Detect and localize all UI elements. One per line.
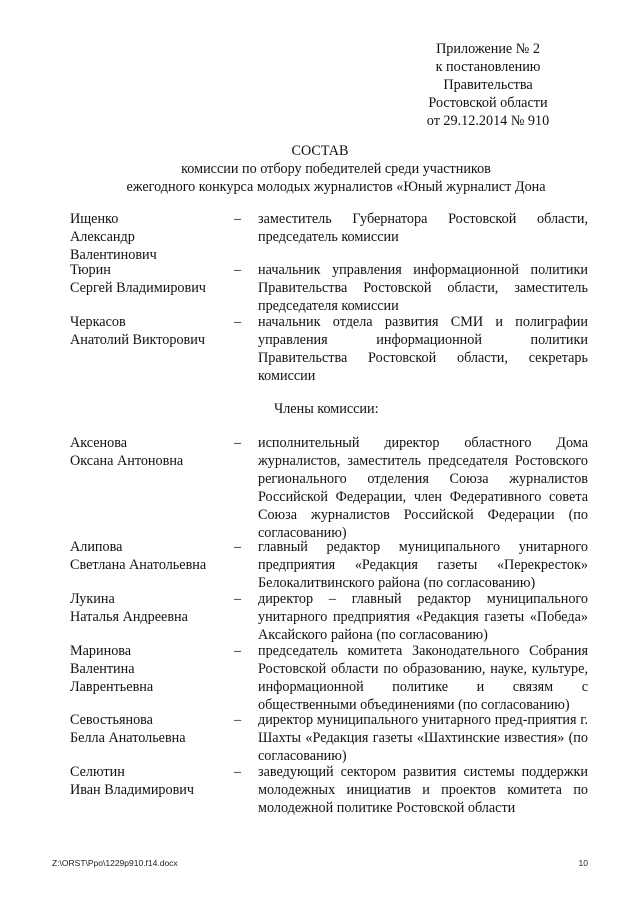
name-line: Светлана Анатольевна (70, 557, 207, 573)
person-role: главный редактор муниципального унитарного предприятия «Редакция газеты «Перекресток» Белокалитвинского района (по согласованию) (258, 539, 588, 591)
name-line: Лукина (70, 591, 115, 607)
person-name (70, 590, 230, 626)
members-heading: Члены комиссии: (274, 401, 379, 417)
person-name (70, 711, 230, 747)
name-line: Валентина (70, 661, 135, 677)
name-line: Аксенова (70, 435, 128, 451)
name-line: Селютин (70, 764, 125, 780)
name-line: Черкасов (70, 314, 126, 330)
name-line: Маринова (70, 643, 132, 659)
person-role: начальник отдела развития СМИ и полиграфии управления информационной политики Правительства Ростовской области, секретарь комиссии (258, 314, 588, 384)
appendix-line: от 29.12.2014 № 910 (426, 113, 550, 129)
dash-separator: – (234, 435, 242, 451)
dash-separator: – (234, 591, 242, 607)
appendix-line: Приложение № 2 (436, 41, 540, 57)
appendix-block (388, 40, 588, 130)
name-line: Оксана Антоновна (70, 453, 184, 469)
dash-separator: – (234, 764, 242, 780)
name-line: Иван Владимирович (70, 782, 195, 798)
person-name (70, 642, 230, 696)
person-name (70, 261, 230, 297)
name-line: Севостьянова (70, 712, 153, 728)
document-subtitle: комиссии по отбору победителей среди участников (181, 161, 491, 177)
name-line: Александр (70, 229, 135, 245)
dash-separator: – (234, 712, 242, 728)
appendix-line: к постановлению (435, 59, 541, 75)
person-role: начальник управления информационной политики Правительства Ростовской области, заместитель председателя комиссии (258, 262, 588, 314)
dash-separator: – (234, 314, 242, 330)
person-role: директор – главный редактор муниципального унитарного предприятия «Редакция газеты «Победа» Аксайского района (по согласованию) (258, 591, 588, 643)
person-role: заместитель Губернатора Ростовской области, председатель комиссии (258, 211, 588, 245)
dash-separator: – (234, 539, 242, 555)
name-line: Сергей Владимирович (70, 280, 206, 296)
name-line: Лаврентьевна (70, 679, 154, 695)
person-role: заведующий сектором развития системы поддержки молодежных инициатив и проектов комитета по молодежной политике Ростовской области (258, 764, 588, 816)
dash-separator: – (234, 643, 242, 659)
file-path-footer: Z:\ORST\Ppo\1229p910.f14.docx (52, 858, 178, 868)
name-line: Наталья Андреевна (70, 609, 188, 625)
appendix-line: Правительства (443, 77, 533, 93)
name-line: Ищенко (70, 211, 119, 227)
name-line: Алипова (70, 539, 123, 555)
dash-separator: – (234, 262, 242, 278)
person-name (70, 538, 230, 574)
document-heading (0, 142, 640, 196)
name-line: Тюрин (70, 262, 111, 278)
person-name (70, 763, 230, 799)
person-role: директор муниципального унитарного пред-приятия г. Шахты «Редакция газеты «Шахтинские известия» (по согласованию) (258, 712, 588, 764)
person-role: исполнительный директор областного Дома журналистов, заместитель председателя Ростовского регионального отделения Союза журналистов Российской Федерации, член Федеративного совета Союза журналистов Российской Федерации (по согласованию) (258, 435, 588, 541)
appendix-line: Ростовской области (428, 95, 548, 111)
document-subtitle: ежегодного конкурса молодых журналистов «Юный журналист Дона (126, 179, 546, 195)
document-title: СОСТАВ (291, 143, 349, 159)
name-line: Анатолий Викторович (70, 332, 205, 348)
person-name (70, 210, 230, 264)
page-number: 10 (578, 858, 588, 868)
name-line: Валентинович (70, 247, 157, 263)
person-name (70, 434, 230, 470)
person-name (70, 313, 230, 349)
dash-separator: – (234, 211, 242, 227)
name-line: Белла Анатольевна (70, 730, 186, 746)
person-role: председатель комитета Законодательного Собрания Ростовской области по образованию, науке, культуре, информационной политике и связям с общественными объединениями (по согласованию) (258, 643, 588, 713)
